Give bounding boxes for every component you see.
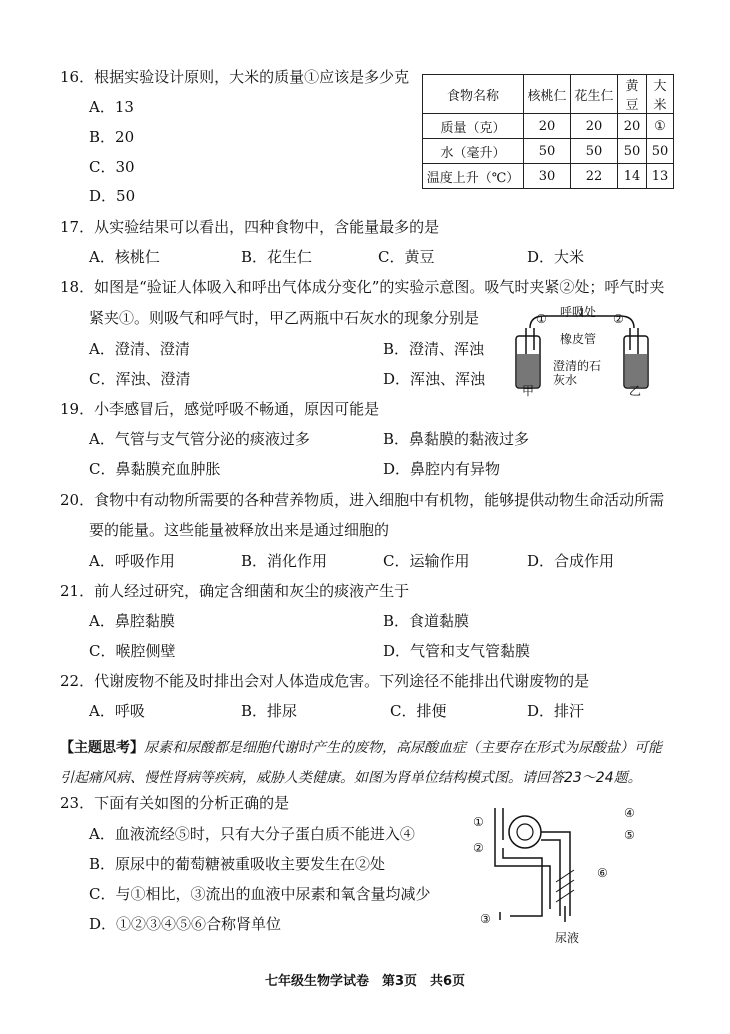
q23-option-a[interactable]: A．血液流经⑤时，只有大分子蛋白质不能进入④ (89, 825, 415, 843)
q21-option-a[interactable]: A．鼻腔黏膜 (89, 612, 175, 630)
q22-option-a[interactable]: A．呼吸 (89, 702, 145, 720)
table-cell: 22 (571, 164, 618, 189)
table-header-cell: 食物名称 (423, 75, 524, 114)
table-header-cell: 核桃仁 (524, 75, 571, 114)
table-row (423, 164, 674, 189)
table-header-cell: 黄豆 (618, 75, 647, 114)
figure-label-bottle-a: 甲 (522, 384, 535, 398)
question-18-stem-line1: 18．如图是“验证人体吸入和呼出气体成分变化”的实验示意图。吸气时夹紧②处；呼气时夹 (60, 278, 665, 296)
table-cell: 20 (618, 114, 647, 139)
food-experiment-table (422, 74, 674, 189)
question-17-stem: 17．从实验结果可以看出，四种食物中，含能量最多的是 (60, 218, 440, 236)
q20-option-a[interactable]: A．呼吸作用 (89, 552, 175, 570)
q19-option-b[interactable]: B．鼻黏膜的黏液过多 (383, 430, 530, 448)
table-cell: 50 (524, 139, 571, 164)
nephron-label-urine: 尿液 (555, 931, 580, 945)
nephron-label-4: ④ (624, 806, 635, 820)
table-cell: 50 (571, 139, 618, 164)
nephron-label-3: ③ (480, 912, 491, 926)
question-18-stem-line2: 紧夹①。则吸气和呼气时，甲乙两瓶中石灰水的现象分别是 (89, 309, 480, 327)
q22-option-b[interactable]: B．排尿 (241, 702, 298, 720)
q17-option-c[interactable]: C．黄豆 (378, 248, 435, 266)
nephron-label-1: ① (473, 815, 484, 829)
q21-option-c[interactable]: C．喉腔侧壁 (89, 642, 176, 660)
table-cell: ① (647, 114, 674, 139)
question-19-stem: 19．小李感冒后，感觉呼吸不畅通，原因可能是 (60, 400, 380, 418)
q17-option-a[interactable]: A．核桃仁 (89, 248, 160, 266)
q18-option-c[interactable]: C．浑浊、澄清 (89, 370, 191, 388)
q23-option-c[interactable]: C．与①相比，③流出的血液中尿素和氧含量均减少 (89, 885, 431, 903)
page-footer: 七年级生物学试卷 第3页 共6页 (264, 974, 466, 989)
q19-option-a[interactable]: A．气管与支气管分泌的痰液过多 (89, 430, 310, 448)
q19-option-c[interactable]: C．鼻黏膜充血肿胀 (89, 460, 221, 478)
q17-option-d[interactable]: D．大米 (527, 248, 585, 266)
nephron-label-5: ⑤ (624, 828, 635, 842)
q18-option-a[interactable]: A．澄清、澄清 (89, 340, 190, 358)
topic-title: 【主题思考】 (60, 740, 144, 756)
figure-label-bottle-b: 乙 (629, 384, 642, 398)
question-22-stem: 22．代谢废物不能及时排出会对人体造成危害。下列途径不能排出代谢废物的是 (60, 672, 590, 690)
q19-option-d[interactable]: D．鼻腔内有异物 (383, 460, 501, 478)
figure-label-breathing-point: 呼吸处 (560, 305, 597, 319)
q18-option-d[interactable]: D．浑浊、浑浊 (383, 370, 486, 388)
table-row (423, 139, 674, 164)
table-header-row (423, 75, 674, 114)
table-cell: 质量（克） (423, 114, 524, 139)
q23-option-b[interactable]: B．原尿中的葡萄糖被重吸收主要发生在②处 (89, 855, 386, 873)
q21-option-d[interactable]: D．气管和支气管黏膜 (383, 642, 531, 660)
figure-label-clamp-2: ② (613, 312, 624, 326)
table-header-cell: 大米 (647, 75, 674, 114)
table-header-cell: 花生仁 (571, 75, 618, 114)
q22-option-c[interactable]: C．排便 (390, 702, 447, 720)
nephron-label-2: ② (473, 841, 484, 855)
q22-option-d[interactable]: D．排汗 (527, 702, 585, 720)
table-cell: 水（毫升） (423, 139, 524, 164)
table-cell: 30 (524, 164, 571, 189)
figure-label-clamp-1: ① (536, 312, 547, 326)
question-16-stem: 16．根据实验设计原则，大米的质量①应该是多少克 (60, 68, 410, 86)
q20-option-b[interactable]: B．消化作用 (241, 552, 328, 570)
table-cell: 13 (647, 164, 674, 189)
question-20-stem-line1: 20．食物中有动物所需要的各种营养物质，进入细胞中有机物，能够提供动物生命活动所需 (60, 491, 665, 509)
q20-option-c[interactable]: C．运输作用 (383, 552, 470, 570)
figure-label-limewater: 澄清的石灰水 (553, 359, 602, 387)
table-cell: 温度上升（℃） (423, 164, 524, 189)
q17-option-b[interactable]: B．花生仁 (241, 248, 313, 266)
table-cell: 14 (618, 164, 647, 189)
q16-option-c[interactable]: C．30 (89, 158, 135, 176)
q23-option-d[interactable]: D．①②③④⑤⑥合称肾单位 (89, 915, 282, 933)
question-21-stem: 21．前人经过研究，确定含细菌和灰尘的痰液产生于 (60, 582, 410, 600)
q21-option-b[interactable]: B．食道黏膜 (383, 612, 470, 630)
q16-option-d[interactable]: D．50 (89, 187, 136, 205)
q16-option-a[interactable]: A．13 (89, 98, 134, 116)
table-row (423, 114, 674, 139)
table-cell: 50 (618, 139, 647, 164)
question-23-stem: 23．下面有关如图的分析正确的是 (60, 794, 290, 812)
nephron-label-6: ⑥ (597, 866, 608, 880)
topic-text: 尿素和尿酸都是细胞代谢时产生的废物，高尿酸血症（主要存在形式为尿酸盐）可能引起痛风病、慢性肾病等疾病，威胁人类健康。如图为肾单位结构模式图。请回答23～24题。 (60, 740, 662, 786)
q18-option-b[interactable]: B．澄清、浑浊 (383, 340, 485, 358)
figure-label-rubber-tube: 橡皮管 (560, 332, 597, 346)
table-cell: 50 (647, 139, 674, 164)
nephron-structure-figure (470, 804, 610, 924)
table-cell: 20 (571, 114, 618, 139)
q20-option-d[interactable]: D．合成作用 (527, 552, 615, 570)
table-cell: 20 (524, 114, 571, 139)
topic-thinking-block (60, 733, 670, 793)
question-20-stem-line2: 要的能量。这些能量被释放出来是通过细胞的 (89, 521, 390, 539)
q16-option-b[interactable]: B．20 (89, 128, 135, 146)
